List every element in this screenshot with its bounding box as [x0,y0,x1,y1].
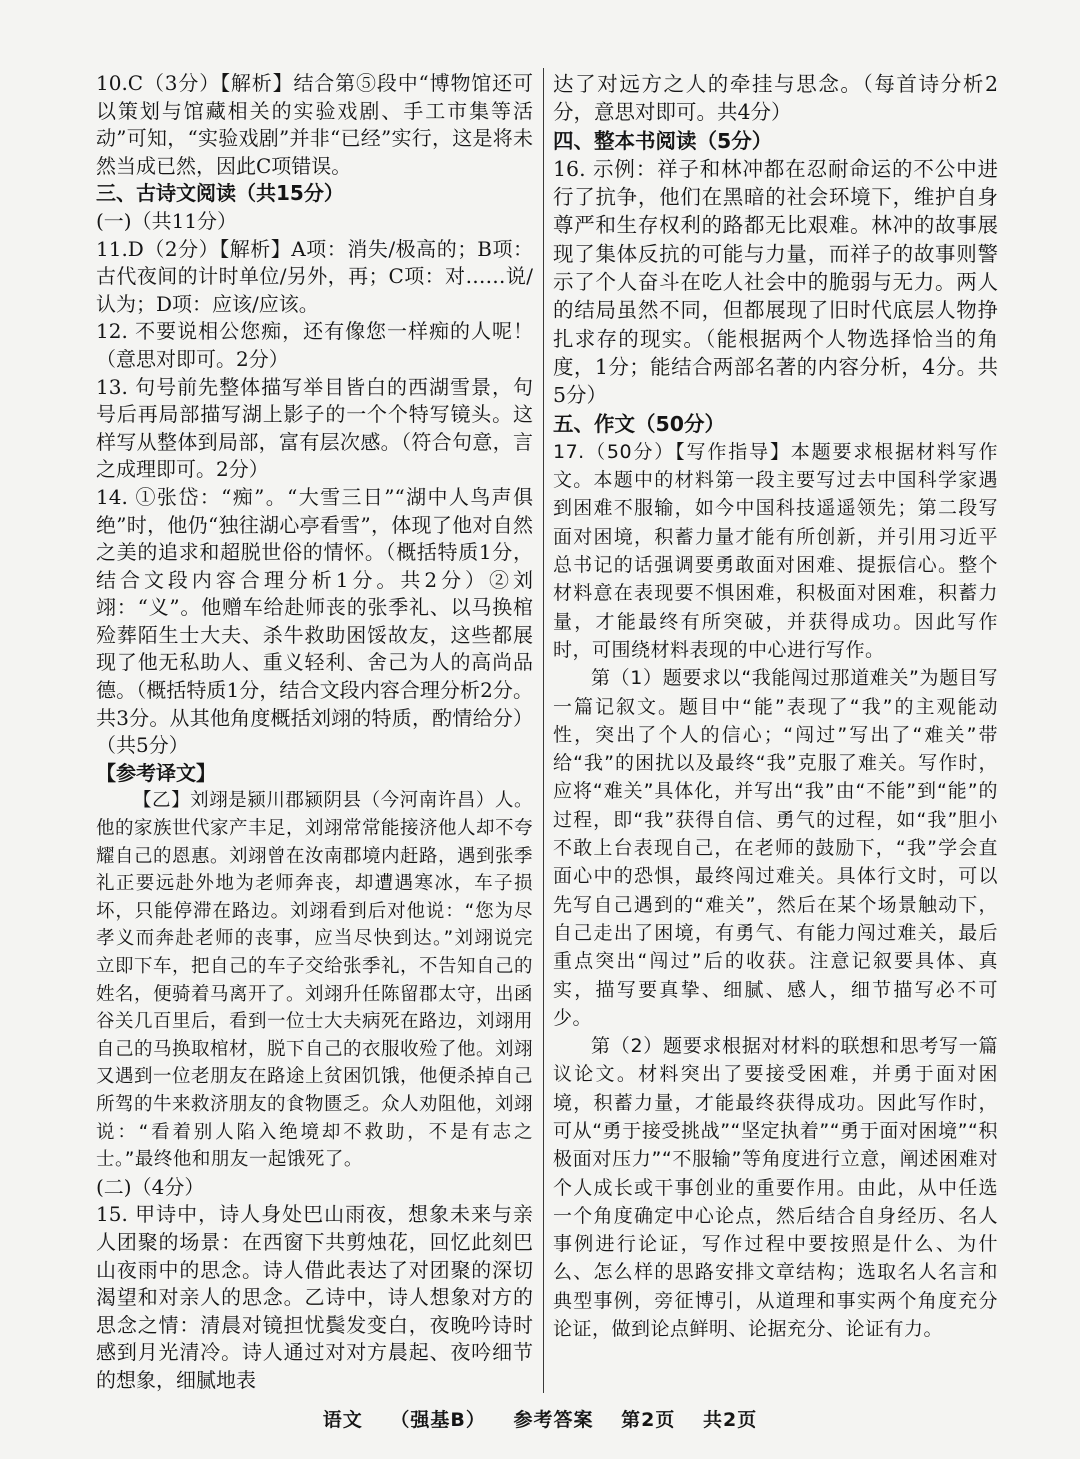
section-3-heading: 三、古诗文阅读（共15分） [96,181,344,206]
section-4-heading: 四、整本书阅读（5分） [553,128,773,153]
subsection-2-heading: (二)（4分） [96,1174,205,1199]
answer-13: 13. 句号前先整体描写举目皆白的西湖雪景，句号后再局部描写湖上影子的一个个特写镜头。这样写从整体到局部，富有层次感。（符合句意，言之成理即可。2分） [96,374,533,482]
column-divider [543,68,544,1393]
reference-translation-heading: 【参考译文】 [96,760,216,785]
footer-type: 参考答案 [513,1409,594,1431]
footer-edition: （强基B） [390,1409,486,1431]
answer-15-continued: 达了对远方之人的牵挂与思念。（每首诗分析2分，意思对即可。共4分） [553,72,998,125]
answer-14: 14. ①张岱：“痴”。“大雪三日”“湖中人鸟声俱绝”时，他仍“独往湖心亭看雪”，体现了他对自然之美的追求和超脱世俗的情怀。（概括特质1分，结合文段内容合理分析1分。共2分）②刘翊：“义”。他赠车给赴师丧的张季礼、以马换棺殓葬陌生士大夫、杀牛救助困馁故友，这些都展现了他无私助人、重义轻利、舍己为人的高尚品德。（概括特质1分，结合文段内容合理分析2分。共3分。从其他角度概括刘翊的特质，酌情给分）（共5分） [96,484,533,758]
footer-page: 第2页 [621,1409,676,1431]
reference-translation: 【乙】刘翊是颍川郡颍阴县（今河南许昌）人。他的家族世代家产丰足，刘翊常常能接济他人却不夸耀自己的恩惠。刘翊曾在汝南郡境内赶路，遇到张季礼正要远赴外地为老师奔丧，却遭遇寒冰，车子损坏，只能停滞在路边。刘翊看到后对他说：“您为尽孝义而奔赴老师的丧事，应当尽快到达。”刘翊说完立即下车，把自己的车子交给张季礼，不告知自己的姓名，便骑着马离开了。刘翊升任陈留郡太守，出函谷关几百里后，看到一位士大夫病死在路边，刘翊用自己的马换取棺材，脱下自己的衣服收殓了他。刘翊又遇到一位老朋友在路途上贫困饥饿，他便杀掉自己所驾的牛来救济朋友的食物匮乏。众人劝阻他，刘翊说：“看着别人陷入绝境却不救助，不是有志之士。”最终他和朋友一起饿死了。 [96,790,534,1171]
page-footer [0,1405,1080,1432]
left-column [96,70,533,1395]
subsection-1-heading: (一)（共11分） [96,208,238,233]
right-column [553,70,998,1343]
answer-11: 11.D（2分）【解析】A项：消失/极高的；B项：古代夜间的计时单位/另外，再；C项：对……说/认为；D项：应该/应该。 [96,236,533,316]
answer-10: 10.C（3分）【解析】结合第⑤段中“博物馆还可以策划与馆藏相关的实验戏剧、手工市集等活动”可知，“实验戏剧”并非“已经”实行，这是将未然当成已然，因此C项错误。 [96,71,533,178]
footer-subject: 语文 [322,1409,363,1431]
answer-12: 12. 不要说相公您痴，还有像您一样痴的人呢！（意思对即可。2分） [96,319,533,371]
answer-16: 16. 示例：祥子和林冲都在忍耐命运的不公中进行了抗争，他们在黑暗的社会环境下，维护自身尊严和生存权利的路都无比艰难。林冲的故事展现了集体反抗的可能与力量，而祥子的故事则警示了个人奋斗在吃人社会中的脆弱与无力。两人的结局虽然不同，但都展现了旧时代底层人物挣扎求存的现实。（能根据两个人物选择恰当的角度，1分；能结合两部名著的内容分析，4分。共5分） [553,156,998,408]
answer-17: 17.（50分）【写作指导】本题要求根据材料写作文。本题中的材料第一段主要写过去中国科学家遇到困难不服输，如今中国科技遥遥领先；第二段写面对困境，积蓄力量才能有所创新，并引用习近平总书记的话强调要勇敢面对困难、提振信心。整个材料意在表现要不惧困难，积极面对困难，积蓄力量，才能最终有所突破，并获得成功。因此写作时，可围绕材料表现的中心进行写作。 [553,440,998,661]
section-5-heading: 五、作文（50分） [553,411,726,436]
essay-guide-1: 第（1）题要求以“我能闯过那道难关”为题目写一篇记叙文。题目中“能”表现了“我”的主观能动性，突出了个人的信心；“闯过”写出了“难关”带给“我”的困扰以及最终“我”克服了难关。写作时，应将“难关”具体化，并写出“我”由“不能”到“能”的过程，即“我”获得自信、勇气的过程，如“我”胆小不敢上台表现自己，在老师的鼓励下，“我”学会直面心中的恐惧，最终闯过难关。具体行文时，可以先写自己遇到的“难关”，然后在某个场景触动下，自己走出了困境，有勇气、有能力闯过难关，最后重点突出“闯过”后的收获。注意记叙要具体、真实，描写要真挚、细腻、感人，细节描写必不可少。 [553,667,998,1029]
footer-total: 共2页 [703,1409,758,1431]
essay-guide-2: 第（2）题要求根据对材料的联想和思考写一篇议论文。材料突出了要接受困难，并勇于面对困境，积蓄力量，才能最终获得成功。因此写作时，可从“勇于接受挑战”“坚定执着”“勇于面对困境”“积极面对压力”“不服输”等角度进行立意，阐述困难对个人成长或干事创业的重要作用。由此，从中任选一个角度确定中心论点，然后结合自身经历、名人事例进行论证，写作过程中要按照是什么、为什么、怎么样的思路安排文章结构；选取名人名言和典型事例，旁征博引，从道理和事实两个角度充分论证，做到论点鲜明、论据充分、论证有力。 [553,1035,998,1341]
answer-15: 15. 甲诗中，诗人身处巴山雨夜，想象未来与亲人团聚的场景：在西窗下共剪烛花，回忆此刻巴山夜雨中的思念。诗人借此表达了对团聚的深切渴望和对亲人的思念。乙诗中，诗人想象对方的思念之情：清晨对镜担忧鬓发变白，夜晚吟诗时感到月光清冷。诗人通过对对方晨起、夜吟细节的想象，细腻地表 [96,1202,533,1392]
